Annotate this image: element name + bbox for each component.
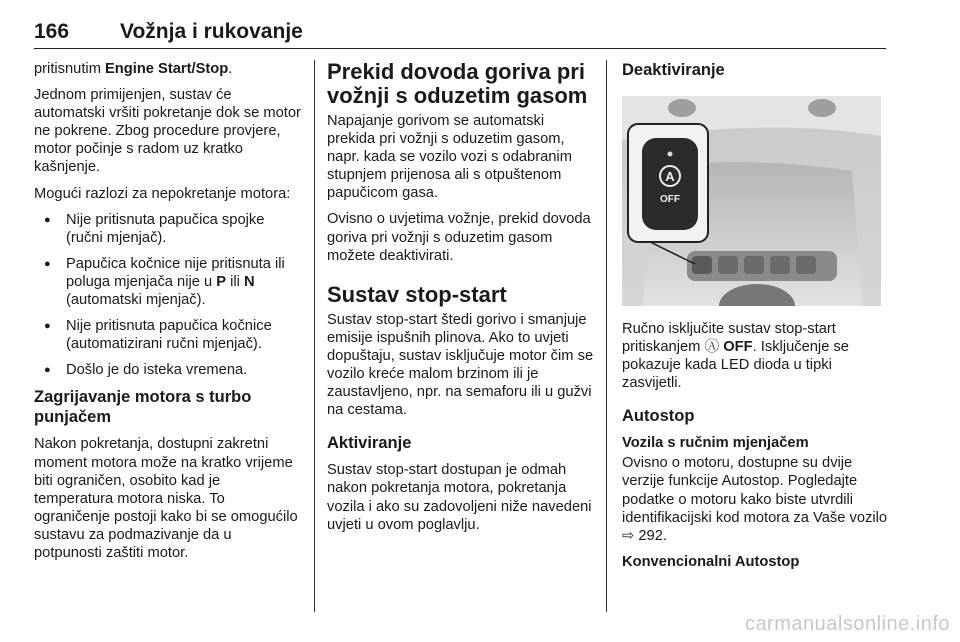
fuel-paragraph-1: Napajanje gorivom se automatski prekida pri vožnji s oduzetim gasom, napr. kada se vozilo vozi s odabranim stupnjem prijenosa ali s otpuštenom papučicom gasa. <box>327 113 572 202</box>
column-middle <box>327 60 595 542</box>
page-reference-arrow-icon: ⇨ <box>622 527 635 544</box>
gear-n: N <box>244 273 255 290</box>
reasons-list <box>34 211 302 380</box>
column-right <box>622 60 890 573</box>
section-heading-deactivation: Deaktiviranje <box>622 61 725 79</box>
turbo-paragraph: Nakon pokretanja, dostupni zakretni moment motora može na kratko vrijeme biti ograničen, osobito kad je temperatura motora niska. To ograničenje postoji kako bi se omogućilo sustavu za podmazivanje da u potpunosti zaštiti motor. <box>34 436 298 561</box>
reasons-paragraph: Mogući razlozi za nepokretanje motora: <box>34 185 291 202</box>
section-heading-autostop: Autostop <box>622 407 695 426</box>
stop-start-button-photo <box>622 96 881 306</box>
text: Ručno isključite sustav stop-start pritiskanjem <box>622 321 836 356</box>
text: Papučica kočnice nije pritisnuta ili poluga mjenjača nije u <box>66 255 285 290</box>
column-divider <box>314 60 315 612</box>
gear-p: P <box>216 273 227 290</box>
watermark: carmanualsonline.info <box>744 613 950 635</box>
off-button-label: OFF <box>723 339 753 356</box>
text: . <box>228 61 233 77</box>
list-item <box>34 255 302 309</box>
text: . Isključenje se pokazuje kada LED dioda u tipki zasvijetli. <box>622 339 849 392</box>
text: ili <box>226 273 244 290</box>
deactivation-paragraph <box>622 320 890 392</box>
list-item: ● Nije pritisnuta papučica spojke (ručni mjenjač). <box>34 211 302 247</box>
subheading-conventional-autostop: Konvencionalni Autostop <box>622 553 800 570</box>
manual-transmission-paragraph <box>622 454 890 544</box>
section-heading-fuel-cutoff: Prekid dovoda goriva pri vožnji s oduzetim gasom <box>327 59 588 108</box>
section-heading-turbo: Zagrijavanje motora s turbo punjačem <box>34 388 252 427</box>
auto-stop-icon: Ⓐ <box>704 339 720 356</box>
activation-paragraph: Sustav stop-start dostupan je odmah nakon pokretanja motora, pokretanja vozila i ako su zadovoljeni niže navedeni uvjeti u ovom poglavlju. <box>327 462 592 533</box>
page-header <box>34 14 886 49</box>
subheading-manual-transmission: Vozila s ručnim mjenjačem <box>622 435 809 452</box>
svg-text:A: A <box>665 169 675 184</box>
stop-start-paragraph: Sustav stop-start štedi gorivo i smanjuje emisije ispušnih plinova. Ako to uvjeti dopuštaju, sustav isključuje motor čim se vozilo kreće malom brzinom ili je zaustavljeno, npr. na semaforu ili u gužvi na cestama. <box>327 311 594 419</box>
page-reference: 292. <box>634 527 667 544</box>
list-item: ● Nije pritisnuta papučica kočnice (automatizirani ručni mjenjač). <box>34 317 302 353</box>
column-left <box>34 60 302 570</box>
list-item: ● Došlo je do isteka vremena. <box>34 361 302 379</box>
delay-paragraph: Jednom primijenjen, sustav će automatski vršiti pokretanje dok se motor ne pokrene. Zbog procedure provjere, motor počinje s radom uz kratko kašnjenje. <box>34 87 301 176</box>
section-heading-stop-start: Sustav stop-start <box>327 281 507 307</box>
section-heading-activation: Aktiviranje <box>327 434 412 453</box>
engine-start-stop-label: Engine Start/Stop <box>105 61 229 77</box>
page-number: 166 <box>34 20 70 43</box>
text: pritisnutim <box>34 61 106 77</box>
text: (automatski mjenjač). <box>66 292 206 309</box>
fuel-paragraph-2: Ovisno o uvjetima vožnje, prekid dovoda goriva pri vožnji s oduzetim gasom možete deaktivirati. <box>327 211 591 264</box>
off-label: OFF <box>660 194 680 205</box>
column-divider <box>606 60 607 612</box>
text: Ovisno o motoru, dostupne su dvije verzije funkcije Autostop. Pogledajte podatke o motoru kako biste utvrdili identifikacijski kod motora za Vaše vozilo <box>622 455 888 526</box>
chapter-title: Vožnja i rukovanje <box>120 20 303 43</box>
intro-paragraph <box>34 60 302 78</box>
